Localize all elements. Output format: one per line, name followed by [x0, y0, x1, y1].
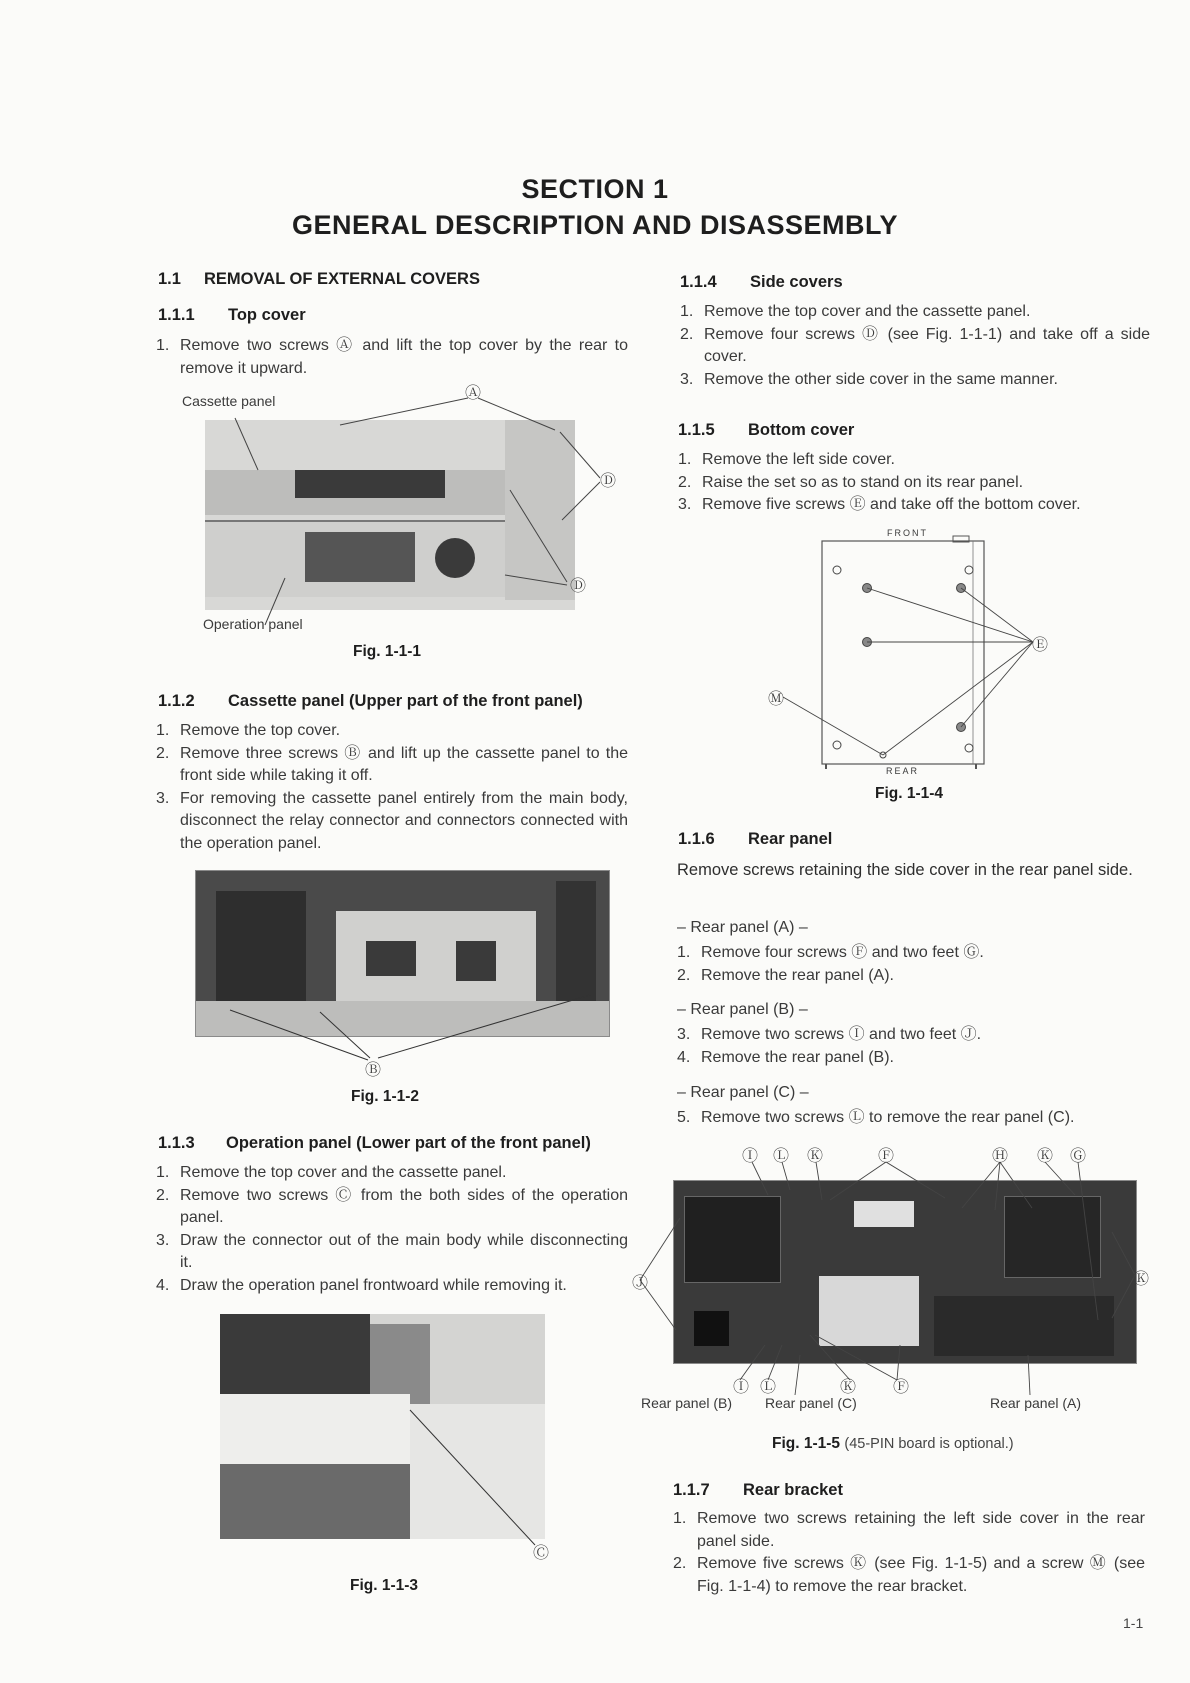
list-item: 4. Remove the rear panel (B). [677, 1048, 894, 1066]
operation-panel-label: Operation panel [203, 616, 303, 632]
page-title: GENERAL DESCRIPTION AND DISASSEMBLY [291, 210, 899, 240]
heading-1-1-3: 1.1.3 Operation panel (Lower part of the front panel) [158, 1134, 591, 1152]
cassette-panel-label: Cassette panel [182, 393, 276, 409]
heading-1-1: 1.1 REMOVAL OF EXTERNAL COVERS [158, 270, 480, 288]
screw-l-marker: Ⓛ [773, 1148, 790, 1165]
figure-note: (45-PIN board is optional.) [844, 1436, 1014, 1452]
rear-panel-b-label: Rear panel (B) [641, 1395, 733, 1411]
heading-1-1-2: 1.1.2 Cassette panel (Upper part of the front panel) [158, 692, 583, 710]
screw-k-marker: Ⓚ [807, 1148, 824, 1165]
list-item: 3. Remove the other side cover in the same manner. [680, 370, 1058, 388]
foot-j-marker: Ⓙ [632, 1275, 649, 1292]
heading-1-1-1: 1.1.1 Top cover [158, 306, 306, 324]
list-item: 1. Remove the top cover and the cassette panel. [680, 303, 1031, 320]
screw-k-marker: Ⓚ [1133, 1271, 1150, 1288]
screw-f-marker: Ⓕ [893, 1379, 910, 1396]
rear-panel-b-heading: – Rear panel (B) – [677, 1001, 808, 1018]
screw-e-marker: Ⓔ [1032, 637, 1049, 654]
screw-d-marker: Ⓓ [570, 578, 587, 595]
list-item: 2. Remove two screws Ⓒ from the both sides of the operation panel. [156, 1186, 628, 1226]
figure-caption: Fig. 1-1-5 (45-PIN board is optional.) [772, 1435, 1014, 1452]
screw-m-marker: Ⓜ [768, 691, 785, 708]
front-label: FRONT [887, 528, 928, 538]
screw-i-marker: Ⓘ [733, 1379, 750, 1396]
list-item: 1. Remove the top cover. [156, 722, 341, 739]
page-number: 1-1 [1123, 1615, 1144, 1631]
rear-panel-c-heading: – Rear panel (C) – [677, 1084, 809, 1101]
list-item: 2. Raise the set so as to stand on its rear panel. [678, 473, 1024, 491]
rear-panel-a-heading: – Rear panel (A) – [677, 919, 808, 936]
rear-label: REAR [886, 766, 920, 776]
screw-a-marker: Ⓐ [465, 385, 482, 402]
heading-1-1-6: 1.1.6 Rear panel [678, 830, 833, 848]
list-item: 2. Remove the rear panel (A). [677, 966, 894, 984]
rear-bracket-steps [673, 1508, 1145, 1598]
list-item: 5. Remove two screws Ⓛ to remove the rear panel (C). [677, 1109, 1075, 1126]
list-item: 3. Remove two screws Ⓘ and two feet Ⓙ. [677, 1026, 982, 1043]
screw-l-marker: Ⓛ [760, 1379, 777, 1396]
heading-1-1-7: 1.1.7 Rear bracket [673, 1481, 843, 1499]
heading-1-1-5: 1.1.5 Bottom cover [678, 421, 855, 439]
list-item: 2. Remove four screws Ⓓ (see Fig. 1-1-1) and take off a side cover. [680, 325, 1150, 365]
list-item: 2. Remove three screws Ⓑ and lift up the cassette panel to the front side while taking it off. [156, 744, 628, 784]
screw-d-marker: Ⓓ [600, 473, 617, 490]
screw-h-marker: Ⓗ [992, 1148, 1009, 1165]
screw-b-marker: Ⓑ [365, 1062, 382, 1079]
list-item: 1. Remove four screws Ⓕ and two feet Ⓖ. [677, 944, 984, 961]
section-number: SECTION 1 [521, 174, 669, 204]
rear-panel-c-label: Rear panel (C) [765, 1395, 857, 1411]
list-item: 3. Remove five screws Ⓔ and take off the bottom cover. [678, 496, 1081, 513]
list-item: 2. Remove five screws Ⓚ (see Fig. 1-1-5) and a screw Ⓜ (see Fig. 1-1-4) to remove the rear bracket. [673, 1555, 1145, 1595]
list-item: 3. Draw the connector out of the main body while disconnecting it. [156, 1231, 628, 1271]
list-item: 1. Remove the left side cover. [678, 451, 895, 468]
figure-caption: Fig. 1-1-4 [875, 785, 944, 802]
figure-caption: Fig. 1-1-1 [353, 643, 422, 660]
heading-1-1-4: 1.1.4 Side covers [680, 273, 843, 291]
screw-c-marker: Ⓒ [533, 1545, 550, 1562]
figure-caption: Fig. 1-1-3 [350, 1577, 419, 1594]
screw-f-marker: Ⓕ [878, 1148, 895, 1165]
screw-i-marker: Ⓘ [742, 1148, 759, 1165]
list-item: 3. For removing the cassette panel entirely from the main body, disconnect the relay connector and connectors connected with the operation panel. [156, 789, 628, 852]
rear-panel-intro: Remove screws retaining the side cover in the rear panel side. [677, 861, 1133, 879]
list-item: 4. Draw the operation panel frontwoard while removing it. [156, 1276, 567, 1294]
foot-g-marker: Ⓖ [1070, 1148, 1087, 1165]
list-item: 1. Remove the top cover and the cassette panel. [156, 1164, 507, 1181]
list-item: 1. Remove two screws Ⓐ and lift the top cover by the rear to remove it upward. [156, 337, 628, 377]
screw-k-marker: Ⓚ [840, 1379, 857, 1396]
list-item: 1. Remove two screws retaining the left side cover in the rear panel side. [673, 1510, 1145, 1550]
rear-panel-a-label: Rear panel (A) [990, 1395, 1082, 1411]
screw-k-marker: Ⓚ [1037, 1148, 1054, 1165]
figure-caption: Fig. 1-1-2 [351, 1088, 420, 1105]
